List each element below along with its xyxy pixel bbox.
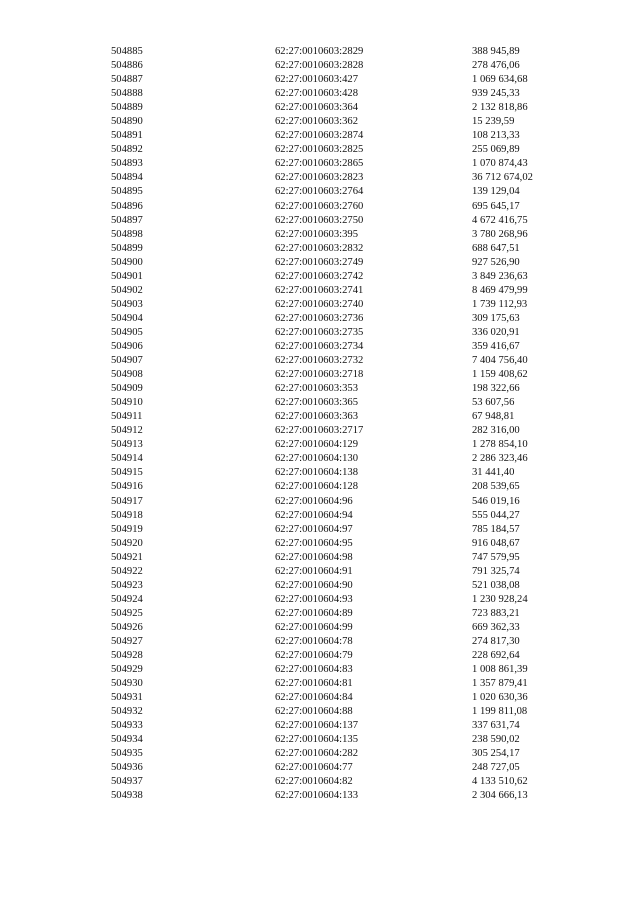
row-number: 504903 bbox=[111, 298, 143, 310]
cadastral-value: 695 645,17 bbox=[472, 200, 520, 212]
cadastral-value: 669 362,33 bbox=[472, 621, 520, 633]
cadastral-value: 53 607,56 bbox=[472, 397, 515, 409]
table-row bbox=[0, 761, 640, 775]
cadastral-number: 62:27:0010604:89 bbox=[275, 607, 353, 619]
cadastral-number: 62:27:0010603:2734 bbox=[275, 340, 364, 352]
cadastral-number: 62:27:0010603:2764 bbox=[275, 186, 364, 198]
table-row bbox=[0, 368, 640, 382]
row-number: 504904 bbox=[111, 312, 143, 324]
table-row bbox=[0, 214, 640, 228]
table-row bbox=[0, 129, 640, 143]
cadastral-value: 305 254,17 bbox=[472, 748, 520, 760]
row-number: 504907 bbox=[111, 355, 143, 367]
row-number: 504928 bbox=[111, 650, 143, 662]
cadastral-number: 62:27:0010604:90 bbox=[275, 579, 353, 591]
table-row bbox=[0, 593, 640, 607]
table-row bbox=[0, 354, 640, 368]
row-number: 504913 bbox=[111, 439, 143, 451]
cadastral-number: 62:27:0010604:91 bbox=[275, 565, 353, 577]
cadastral-value: 521 038,08 bbox=[472, 579, 520, 591]
cadastral-value: 546 019,16 bbox=[472, 495, 520, 507]
cadastral-number: 62:27:0010603:2749 bbox=[275, 256, 364, 268]
cadastral-value: 4 672 416,75 bbox=[472, 214, 528, 226]
cadastral-number: 62:27:0010604:129 bbox=[275, 439, 358, 451]
cadastral-number: 62:27:0010603:2740 bbox=[275, 298, 364, 310]
cadastral-value-table bbox=[0, 45, 640, 804]
row-number: 504892 bbox=[111, 144, 143, 156]
cadastral-number: 62:27:0010604:95 bbox=[275, 537, 353, 549]
row-number: 504931 bbox=[111, 692, 143, 704]
row-number: 504900 bbox=[111, 256, 143, 268]
table-row bbox=[0, 73, 640, 87]
cadastral-value: 916 048,67 bbox=[472, 537, 520, 549]
row-number: 504924 bbox=[111, 593, 143, 605]
cadastral-number: 62:27:0010604:99 bbox=[275, 621, 353, 633]
table-row bbox=[0, 537, 640, 551]
cadastral-value: 1 230 928,24 bbox=[472, 593, 528, 605]
row-number: 504891 bbox=[111, 130, 143, 142]
cadastral-number: 62:27:0010603:2742 bbox=[275, 270, 364, 282]
row-number: 504908 bbox=[111, 369, 143, 381]
table-row bbox=[0, 621, 640, 635]
cadastral-value: 31 441,40 bbox=[472, 467, 515, 479]
row-number: 504912 bbox=[111, 425, 143, 437]
table-row bbox=[0, 270, 640, 284]
table-row bbox=[0, 115, 640, 129]
row-number: 504932 bbox=[111, 706, 143, 718]
cadastral-number: 62:27:0010604:93 bbox=[275, 593, 353, 605]
cadastral-number: 62:27:0010604:133 bbox=[275, 790, 358, 802]
cadastral-value: 2 286 323,46 bbox=[472, 453, 528, 465]
row-number: 504923 bbox=[111, 579, 143, 591]
row-number: 504896 bbox=[111, 200, 143, 212]
cadastral-number: 62:27:0010604:128 bbox=[275, 481, 358, 493]
row-number: 504926 bbox=[111, 621, 143, 633]
row-number: 504930 bbox=[111, 678, 143, 690]
row-number: 504909 bbox=[111, 383, 143, 395]
cadastral-number: 62:27:0010603:2717 bbox=[275, 425, 364, 437]
cadastral-value: 248 727,05 bbox=[472, 762, 520, 774]
table-row bbox=[0, 789, 640, 803]
cadastral-number: 62:27:0010604:84 bbox=[275, 692, 353, 704]
cadastral-number: 62:27:0010603:2718 bbox=[275, 369, 364, 381]
cadastral-value: 1 357 879,41 bbox=[472, 678, 528, 690]
cadastral-value: 1 159 408,62 bbox=[472, 369, 528, 381]
cadastral-value: 228 692,64 bbox=[472, 650, 520, 662]
table-row bbox=[0, 635, 640, 649]
row-number: 504890 bbox=[111, 116, 143, 128]
table-row bbox=[0, 551, 640, 565]
row-number: 504938 bbox=[111, 790, 143, 802]
cadastral-number: 62:27:0010603:2829 bbox=[275, 46, 364, 57]
row-number: 504921 bbox=[111, 551, 143, 563]
cadastral-value: 1 069 634,68 bbox=[472, 74, 528, 86]
cadastral-value: 747 579,95 bbox=[472, 551, 520, 563]
cadastral-value: 939 245,33 bbox=[472, 88, 520, 100]
row-number: 504916 bbox=[111, 481, 143, 493]
row-number: 504898 bbox=[111, 228, 143, 240]
row-number: 504887 bbox=[111, 74, 143, 86]
cadastral-number: 62:27:0010603:363 bbox=[275, 411, 358, 423]
cadastral-number: 62:27:0010604:137 bbox=[275, 720, 358, 732]
cadastral-value: 555 044,27 bbox=[472, 509, 520, 521]
cadastral-number: 62:27:0010603:353 bbox=[275, 383, 358, 395]
table-row bbox=[0, 157, 640, 171]
cadastral-number: 62:27:0010603:2760 bbox=[275, 200, 364, 212]
cadastral-value: 359 416,67 bbox=[472, 340, 520, 352]
row-number: 504917 bbox=[111, 495, 143, 507]
cadastral-number: 62:27:0010603:395 bbox=[275, 228, 358, 240]
cadastral-number: 62:27:0010603:427 bbox=[275, 74, 358, 86]
row-number: 504905 bbox=[111, 326, 143, 338]
row-number: 504934 bbox=[111, 734, 143, 746]
cadastral-value: 4 133 510,62 bbox=[472, 776, 528, 788]
cadastral-number: 62:27:0010603:2736 bbox=[275, 312, 364, 324]
row-number: 504933 bbox=[111, 720, 143, 732]
table-row bbox=[0, 228, 640, 242]
cadastral-value: 791 325,74 bbox=[472, 565, 520, 577]
row-number: 504894 bbox=[111, 172, 143, 184]
row-number: 504902 bbox=[111, 284, 143, 296]
cadastral-value: 282 316,00 bbox=[472, 425, 520, 437]
cadastral-value: 108 213,33 bbox=[472, 130, 520, 142]
cadastral-value: 3 780 268,96 bbox=[472, 228, 528, 240]
row-number: 504925 bbox=[111, 607, 143, 619]
row-number: 504936 bbox=[111, 762, 143, 774]
row-number: 504895 bbox=[111, 186, 143, 198]
table-row bbox=[0, 452, 640, 466]
table-row bbox=[0, 410, 640, 424]
table-row bbox=[0, 242, 640, 256]
table-row bbox=[0, 396, 640, 410]
table-row bbox=[0, 326, 640, 340]
table-row bbox=[0, 466, 640, 480]
table-row bbox=[0, 200, 640, 214]
cadastral-value: 927 526,90 bbox=[472, 256, 520, 268]
table-row bbox=[0, 480, 640, 494]
row-number: 504897 bbox=[111, 214, 143, 226]
table-row bbox=[0, 649, 640, 663]
cadastral-number: 62:27:0010604:79 bbox=[275, 650, 353, 662]
table-row bbox=[0, 438, 640, 452]
cadastral-value: 208 539,65 bbox=[472, 481, 520, 493]
cadastral-value: 1 278 854,10 bbox=[472, 439, 528, 451]
table-row bbox=[0, 185, 640, 199]
table-row bbox=[0, 101, 640, 115]
cadastral-value: 388 945,89 bbox=[472, 46, 520, 57]
table-row bbox=[0, 579, 640, 593]
row-number: 504885 bbox=[111, 46, 143, 57]
table-row bbox=[0, 733, 640, 747]
cadastral-value: 337 631,74 bbox=[472, 720, 520, 732]
cadastral-number: 62:27:0010604:82 bbox=[275, 776, 353, 788]
cadastral-value: 1 008 861,39 bbox=[472, 664, 528, 676]
cadastral-value: 688 647,51 bbox=[472, 242, 520, 254]
cadastral-number: 62:27:0010603:2825 bbox=[275, 144, 364, 156]
table-row bbox=[0, 719, 640, 733]
cadastral-value: 723 883,21 bbox=[472, 607, 520, 619]
row-number: 504906 bbox=[111, 340, 143, 352]
table-row bbox=[0, 747, 640, 761]
table-row bbox=[0, 59, 640, 73]
row-number: 504886 bbox=[111, 60, 143, 72]
row-number: 504922 bbox=[111, 565, 143, 577]
cadastral-value: 238 590,02 bbox=[472, 734, 520, 746]
table-row bbox=[0, 509, 640, 523]
cadastral-value: 3 849 236,63 bbox=[472, 270, 528, 282]
table-row bbox=[0, 607, 640, 621]
row-number: 504927 bbox=[111, 635, 143, 647]
row-number: 504935 bbox=[111, 748, 143, 760]
cadastral-value: 309 175,63 bbox=[472, 312, 520, 324]
row-number: 504911 bbox=[111, 411, 143, 423]
cadastral-number: 62:27:0010604:130 bbox=[275, 453, 358, 465]
cadastral-value: 336 020,91 bbox=[472, 326, 520, 338]
cadastral-number: 62:27:0010603:364 bbox=[275, 102, 358, 114]
cadastral-value: 139 129,04 bbox=[472, 186, 520, 198]
cadastral-value: 785 184,57 bbox=[472, 523, 520, 535]
table-row bbox=[0, 340, 640, 354]
row-number: 504910 bbox=[111, 397, 143, 409]
table-row bbox=[0, 775, 640, 789]
cadastral-value: 36 712 674,02 bbox=[472, 172, 533, 184]
cadastral-number: 62:27:0010604:138 bbox=[275, 467, 358, 479]
cadastral-number: 62:27:0010603:362 bbox=[275, 116, 358, 128]
cadastral-number: 62:27:0010603:2741 bbox=[275, 284, 364, 296]
row-number: 504919 bbox=[111, 523, 143, 535]
row-number: 504920 bbox=[111, 537, 143, 549]
cadastral-number: 62:27:0010604:81 bbox=[275, 678, 353, 690]
table-row bbox=[0, 691, 640, 705]
cadastral-value: 2 304 666,13 bbox=[472, 790, 528, 802]
row-number: 504914 bbox=[111, 453, 143, 465]
row-number: 504915 bbox=[111, 467, 143, 479]
table-row bbox=[0, 312, 640, 326]
row-number: 504889 bbox=[111, 102, 143, 114]
cadastral-number: 62:27:0010603:2828 bbox=[275, 60, 364, 72]
table-row bbox=[0, 424, 640, 438]
table-row bbox=[0, 143, 640, 157]
row-number: 504899 bbox=[111, 242, 143, 254]
cadastral-value: 1 070 874,43 bbox=[472, 158, 528, 170]
row-number: 504901 bbox=[111, 270, 143, 282]
cadastral-number: 62:27:0010604:77 bbox=[275, 762, 353, 774]
cadastral-number: 62:27:0010604:135 bbox=[275, 734, 358, 746]
row-number: 504888 bbox=[111, 88, 143, 100]
table-row bbox=[0, 663, 640, 677]
cadastral-number: 62:27:0010604:94 bbox=[275, 509, 353, 521]
row-number: 504918 bbox=[111, 509, 143, 521]
cadastral-number: 62:27:0010604:83 bbox=[275, 664, 353, 676]
cadastral-number: 62:27:0010603:2823 bbox=[275, 172, 364, 184]
cadastral-value: 67 948,81 bbox=[472, 411, 515, 423]
table-row bbox=[0, 298, 640, 312]
cadastral-value: 278 476,06 bbox=[472, 60, 520, 72]
cadastral-number: 62:27:0010604:88 bbox=[275, 706, 353, 718]
cadastral-number: 62:27:0010604:282 bbox=[275, 748, 358, 760]
table-row bbox=[0, 171, 640, 185]
table-row bbox=[0, 705, 640, 719]
table-row bbox=[0, 565, 640, 579]
table-row bbox=[0, 45, 640, 59]
row-number: 504937 bbox=[111, 776, 143, 788]
cadastral-number: 62:27:0010603:428 bbox=[275, 88, 358, 100]
cadastral-number: 62:27:0010604:97 bbox=[275, 523, 353, 535]
cadastral-number: 62:27:0010603:2735 bbox=[275, 326, 364, 338]
cadastral-number: 62:27:0010603:365 bbox=[275, 397, 358, 409]
cadastral-value: 255 069,89 bbox=[472, 144, 520, 156]
row-number: 504929 bbox=[111, 664, 143, 676]
cadastral-number: 62:27:0010604:96 bbox=[275, 495, 353, 507]
table-row bbox=[0, 677, 640, 691]
cadastral-value: 2 132 818,86 bbox=[472, 102, 528, 114]
row-number: 504893 bbox=[111, 158, 143, 170]
cadastral-number: 62:27:0010604:98 bbox=[275, 551, 353, 563]
cadastral-value: 198 322,66 bbox=[472, 383, 520, 395]
cadastral-number: 62:27:0010603:2865 bbox=[275, 158, 364, 170]
cadastral-number: 62:27:0010603:2732 bbox=[275, 355, 364, 367]
cadastral-number: 62:27:0010603:2750 bbox=[275, 214, 364, 226]
cadastral-value: 1 739 112,93 bbox=[472, 298, 528, 310]
table-row bbox=[0, 495, 640, 509]
cadastral-number: 62:27:0010604:78 bbox=[275, 635, 353, 647]
table-row bbox=[0, 523, 640, 537]
cadastral-value: 274 817,30 bbox=[472, 635, 520, 647]
cadastral-number: 62:27:0010603:2874 bbox=[275, 130, 364, 142]
table-row bbox=[0, 382, 640, 396]
cadastral-number: 62:27:0010603:2832 bbox=[275, 242, 364, 254]
cadastral-value: 1 199 811,08 bbox=[472, 706, 528, 718]
table-row bbox=[0, 256, 640, 270]
cadastral-value: 15 239,59 bbox=[472, 116, 515, 128]
table-row bbox=[0, 87, 640, 101]
cadastral-value: 8 469 479,99 bbox=[472, 284, 528, 296]
cadastral-value: 1 020 630,36 bbox=[472, 692, 528, 704]
table-row bbox=[0, 284, 640, 298]
cadastral-value: 7 404 756,40 bbox=[472, 355, 528, 367]
